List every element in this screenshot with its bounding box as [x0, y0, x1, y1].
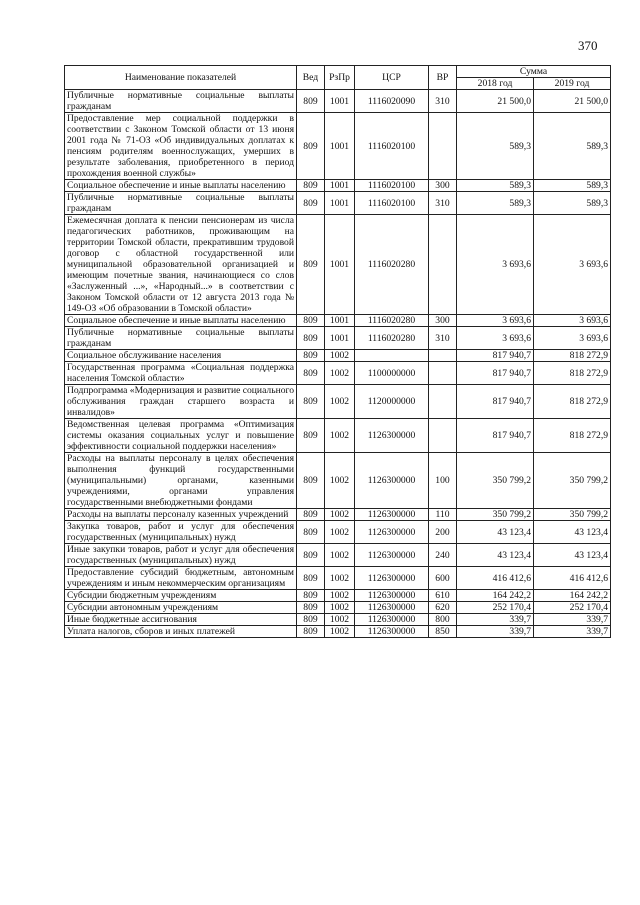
- table-row: [65, 315, 611, 327]
- table-row: [65, 602, 611, 614]
- row-sum-2018: 589,3: [457, 180, 534, 192]
- row-sum-2018: 252 170,4: [457, 602, 534, 614]
- row-name: Подпрограмма «Модернизация и развитие социального обслуживания граждан старшего возраста и инвалидов»: [65, 385, 297, 419]
- row-ved: 809: [297, 180, 325, 192]
- row-vr: 100: [429, 453, 457, 509]
- row-csr: 1126300000: [355, 567, 429, 590]
- row-vr: [429, 113, 457, 180]
- header-2019: 2019 год: [534, 78, 611, 90]
- row-ved: 809: [297, 113, 325, 180]
- row-ved: 809: [297, 544, 325, 567]
- row-sum-2019: 350 799,2: [534, 509, 611, 521]
- table-row: [65, 509, 611, 521]
- row-sum-2018: 416 412,6: [457, 567, 534, 590]
- row-csr: 1126300000: [355, 626, 429, 638]
- row-csr: 1126300000: [355, 590, 429, 602]
- header-name: Наименование показателей: [65, 66, 297, 90]
- row-csr: 1126300000: [355, 602, 429, 614]
- row-vr: [429, 350, 457, 362]
- row-sum-2018: 350 799,2: [457, 509, 534, 521]
- row-rzpr: 1001: [325, 192, 355, 215]
- row-sum-2019: 589,3: [534, 180, 611, 192]
- row-vr: 310: [429, 327, 457, 350]
- row-sum-2019: 3 693,6: [534, 315, 611, 327]
- row-sum-2019: 350 799,2: [534, 453, 611, 509]
- row-ved: 809: [297, 385, 325, 419]
- table-row: [65, 590, 611, 602]
- row-sum-2018: 350 799,2: [457, 453, 534, 509]
- row-vr: 110: [429, 509, 457, 521]
- row-name: Уплата налогов, сборов и иных платежей: [65, 626, 297, 638]
- row-name: Предоставление субсидий бюджетным, автономным учреждениям и иным некоммерческим организациям: [65, 567, 297, 590]
- table-row: [65, 567, 611, 590]
- row-csr: 1126300000: [355, 453, 429, 509]
- row-sum-2019: 164 242,2: [534, 590, 611, 602]
- row-csr: 1116020280: [355, 315, 429, 327]
- row-rzpr: 1002: [325, 567, 355, 590]
- row-sum-2018: 43 123,4: [457, 544, 534, 567]
- table-row: [65, 327, 611, 350]
- row-ved: 809: [297, 315, 325, 327]
- row-vr: 610: [429, 590, 457, 602]
- row-csr: 1120000000: [355, 385, 429, 419]
- row-sum-2018: 817 940,7: [457, 385, 534, 419]
- row-name: Социальное обеспечение и иные выплаты населению: [65, 315, 297, 327]
- row-vr: [429, 362, 457, 385]
- table-row: [65, 521, 611, 544]
- row-ved: 809: [297, 90, 325, 113]
- row-ved: 809: [297, 521, 325, 544]
- row-sum-2018: 817 940,7: [457, 350, 534, 362]
- row-ved: 809: [297, 192, 325, 215]
- row-name: Субсидии автономным учреждениям: [65, 602, 297, 614]
- row-sum-2018: 3 693,6: [457, 315, 534, 327]
- row-sum-2018: 3 693,6: [457, 327, 534, 350]
- row-sum-2019: 818 272,9: [534, 362, 611, 385]
- row-vr: [429, 385, 457, 419]
- row-csr: 1126300000: [355, 419, 429, 453]
- row-rzpr: 1002: [325, 590, 355, 602]
- row-csr: 1116020100: [355, 113, 429, 180]
- budget-table: [64, 65, 611, 638]
- row-sum-2018: 339,7: [457, 626, 534, 638]
- row-vr: 800: [429, 614, 457, 626]
- row-csr: 1126300000: [355, 614, 429, 626]
- page-number: 370: [578, 38, 598, 53]
- row-vr: 310: [429, 90, 457, 113]
- row-rzpr: 1002: [325, 602, 355, 614]
- row-sum-2018: 589,3: [457, 192, 534, 215]
- row-csr: 1126300000: [355, 544, 429, 567]
- row-rzpr: 1001: [325, 215, 355, 315]
- row-rzpr: 1001: [325, 315, 355, 327]
- row-vr: [429, 419, 457, 453]
- row-name: Ведомственная целевая программа «Оптимизация системы оказания социальных услуг и повышение эффективности социальной поддержки населения»: [65, 419, 297, 453]
- row-csr: 1116020100: [355, 192, 429, 215]
- row-name: Предоставление мер социальной поддержки в соответствии с Законом Томской области от 13 июня 2001 года № 71-ОЗ «Об индивидуальных доплатах к пенсиям родителям военнослужащих, умерших в результате заболевания, приобретенного в период прохождения военной службы»: [65, 113, 297, 180]
- row-sum-2018: 589,3: [457, 113, 534, 180]
- row-vr: [429, 215, 457, 315]
- row-name: Расходы на выплаты персоналу казенных учреждений: [65, 509, 297, 521]
- table-row: [65, 192, 611, 215]
- row-sum-2019: 3 693,6: [534, 327, 611, 350]
- header-csr: ЦСР: [355, 66, 429, 90]
- row-name: Иные закупки товаров, работ и услуг для обеспечения государственных (муниципальных) нужд: [65, 544, 297, 567]
- row-ved: 809: [297, 419, 325, 453]
- row-name: Публичные нормативные социальные выплаты гражданам: [65, 90, 297, 113]
- table-row: [65, 385, 611, 419]
- row-csr: 1116020280: [355, 215, 429, 315]
- row-ved: 809: [297, 509, 325, 521]
- row-rzpr: 1002: [325, 544, 355, 567]
- row-csr: 1116020100: [355, 180, 429, 192]
- row-sum-2018: 21 500,0: [457, 90, 534, 113]
- header-vr: ВР: [429, 66, 457, 90]
- row-sum-2018: 3 693,6: [457, 215, 534, 315]
- table-row: [65, 614, 611, 626]
- row-ved: 809: [297, 453, 325, 509]
- row-ved: 809: [297, 327, 325, 350]
- row-name: Закупка товаров, работ и услуг для обеспечения государственных (муниципальных) нужд: [65, 521, 297, 544]
- row-sum-2019: 43 123,4: [534, 544, 611, 567]
- row-vr: 850: [429, 626, 457, 638]
- row-vr: 310: [429, 192, 457, 215]
- row-name: Расходы на выплаты персоналу в целях обеспечения выполнения функций государственными (муниципальными) органами, казенными учреждениями, органами управления государственными внебюджетными фондами: [65, 453, 297, 509]
- table-row: [65, 626, 611, 638]
- row-rzpr: 1002: [325, 350, 355, 362]
- row-sum-2019: 589,3: [534, 113, 611, 180]
- row-vr: 200: [429, 521, 457, 544]
- row-csr: 1116020090: [355, 90, 429, 113]
- row-rzpr: 1002: [325, 419, 355, 453]
- row-sum-2019: 21 500,0: [534, 90, 611, 113]
- row-sum-2019: 339,7: [534, 614, 611, 626]
- row-ved: 809: [297, 626, 325, 638]
- row-ved: 809: [297, 362, 325, 385]
- table-row: [65, 453, 611, 509]
- row-csr: [355, 350, 429, 362]
- row-sum-2018: 339,7: [457, 614, 534, 626]
- row-sum-2018: 43 123,4: [457, 521, 534, 544]
- row-name: Иные бюджетные ассигнования: [65, 614, 297, 626]
- header-ved: Вед: [297, 66, 325, 90]
- row-sum-2019: 252 170,4: [534, 602, 611, 614]
- row-vr: 300: [429, 315, 457, 327]
- row-name: Социальное обеспечение и иные выплаты населению: [65, 180, 297, 192]
- row-sum-2019: 416 412,6: [534, 567, 611, 590]
- row-name: Публичные нормативные социальные выплаты гражданам: [65, 192, 297, 215]
- row-csr: 1100000000: [355, 362, 429, 385]
- row-sum-2019: 339,7: [534, 626, 611, 638]
- row-csr: 1126300000: [355, 509, 429, 521]
- row-vr: 620: [429, 602, 457, 614]
- header-rzpr: РзПр: [325, 66, 355, 90]
- row-ved: 809: [297, 590, 325, 602]
- table-row: [65, 215, 611, 315]
- row-sum-2018: 817 940,7: [457, 362, 534, 385]
- row-vr: 600: [429, 567, 457, 590]
- row-ved: 809: [297, 567, 325, 590]
- table-row: [65, 113, 611, 180]
- row-sum-2018: 164 242,2: [457, 590, 534, 602]
- table-row: [65, 90, 611, 113]
- header-sum: Сумма: [457, 66, 611, 78]
- row-ved: 809: [297, 350, 325, 362]
- row-name: Субсидии бюджетным учреждениям: [65, 590, 297, 602]
- row-rzpr: 1002: [325, 385, 355, 419]
- row-ved: 809: [297, 602, 325, 614]
- row-rzpr: 1001: [325, 327, 355, 350]
- row-vr: 300: [429, 180, 457, 192]
- row-rzpr: 1002: [325, 614, 355, 626]
- table-row: [65, 544, 611, 567]
- row-name: Публичные нормативные социальные выплаты гражданам: [65, 327, 297, 350]
- row-rzpr: 1002: [325, 453, 355, 509]
- row-ved: 809: [297, 614, 325, 626]
- row-rzpr: 1002: [325, 362, 355, 385]
- row-rzpr: 1002: [325, 521, 355, 544]
- table-row: [65, 362, 611, 385]
- row-csr: 1126300000: [355, 521, 429, 544]
- row-sum-2019: 818 272,9: [534, 419, 611, 453]
- row-rzpr: 1001: [325, 180, 355, 192]
- row-sum-2019: 43 123,4: [534, 521, 611, 544]
- row-rzpr: 1002: [325, 626, 355, 638]
- header-2018: 2018 год: [457, 78, 534, 90]
- row-rzpr: 1002: [325, 509, 355, 521]
- row-vr: 240: [429, 544, 457, 567]
- row-rzpr: 1001: [325, 90, 355, 113]
- row-sum-2018: 817 940,7: [457, 419, 534, 453]
- row-csr: 1116020280: [355, 327, 429, 350]
- row-name: Государственная программа «Социальная поддержка населения Томской области»: [65, 362, 297, 385]
- row-sum-2019: 818 272,9: [534, 350, 611, 362]
- table-row: [65, 180, 611, 192]
- table-row: [65, 350, 611, 362]
- row-sum-2019: 818 272,9: [534, 385, 611, 419]
- row-name: Социальное обслуживание населения: [65, 350, 297, 362]
- row-rzpr: 1001: [325, 113, 355, 180]
- row-sum-2019: 589,3: [534, 192, 611, 215]
- table-row: [65, 419, 611, 453]
- row-ved: 809: [297, 215, 325, 315]
- row-sum-2019: 3 693,6: [534, 215, 611, 315]
- row-name: Ежемесячная доплата к пенсии пенсионерам из числа педагогических работников, проживающим на территории Томской области, прекратившим трудовой договор с областной государственной или муниципальной образовательной организацией и имеющим почетные звания, начинающиеся со слов «Заслуженный ...», «Народный...» в соответствии с Законом Томской области от 12 августа 2013 года № 149-ОЗ «Об образовании в Томской области»: [65, 215, 297, 315]
